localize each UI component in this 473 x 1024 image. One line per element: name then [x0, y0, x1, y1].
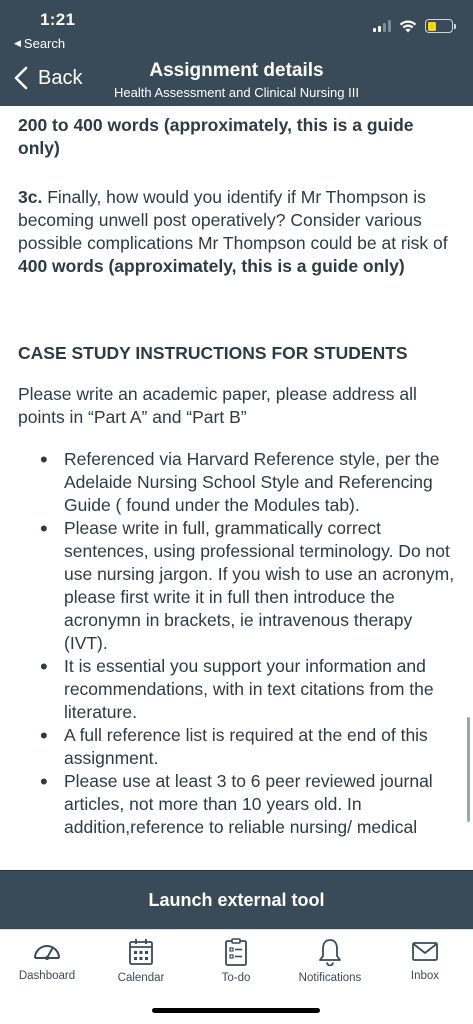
home-indicator[interactable] — [152, 1008, 320, 1013]
calendar-icon — [128, 938, 154, 966]
assignment-content[interactable] — [0, 106, 473, 870]
wifi-icon — [399, 20, 417, 33]
list-item: • A full reference list is required at the end of this assignment. — [18, 724, 455, 770]
tab-notifications[interactable]: Notifications — [285, 938, 375, 984]
bell-icon — [317, 938, 343, 966]
paragraph-word-count: 200 to 400 words (approximately, this is a guide only) — [18, 115, 414, 158]
tab-inbox[interactable]: Inbox — [380, 938, 470, 982]
app-header — [0, 0, 473, 106]
tab-calendar[interactable]: Calendar — [96, 938, 186, 984]
instructions-list — [18, 448, 455, 839]
list-item: • Referenced via Harvard Reference style, per the Adelaide Nursing School Style and Referencing Guide ( found under the Modules tab). — [18, 448, 455, 517]
tab-todo[interactable]: To-do — [191, 938, 281, 984]
list-item: • Please use at least 3 to 6 peer reviewed journal articles, not more than 10 years old. In addition,reference to reliable nursing/ medical — [18, 770, 455, 839]
inbox-icon — [411, 938, 439, 964]
back-label: Back — [38, 66, 83, 89]
course-subtitle: Health Assessment and Clinical Nursing III — [114, 85, 359, 100]
paragraph-question-3c: 3c. Finally, how would you identify if Mr Thompson is becoming unwell post operatively? Consider various possible complications Mr Thompson could be at risk of 400 words (approximately, this is a guide only) — [18, 187, 448, 276]
todo-icon — [224, 938, 248, 966]
cellular-signal-icon — [373, 20, 391, 32]
page-title: Assignment details — [149, 60, 324, 81]
launch-external-tool-button[interactable]: Launch external tool — [0, 870, 473, 929]
dashboard-icon — [32, 938, 62, 964]
battery-icon — [425, 19, 453, 33]
status-back-to-app[interactable] — [14, 36, 65, 51]
list-item: • It is essential you support your information and recommendations, with in text citations from the literature. — [18, 655, 455, 724]
status-back-label: Search — [23, 36, 66, 51]
instructions-intro: Please write an academic paper, please address all points in “Part A” and “Part B” — [18, 384, 417, 427]
status-time: 1:21 — [40, 10, 76, 29]
status-icons — [373, 19, 453, 33]
list-item: • Please write in full, grammatically correct sentences, using professional terminology. Do not use nursing jargon. If you wish to use an acronym, please first write it in full then introduce the acronymn in brackets, ie intravenous therapy (IVT). — [18, 517, 455, 655]
scrollbar[interactable] — [467, 717, 470, 822]
section-heading: CASE STUDY INSTRUCTIONS FOR STUDENTS — [18, 343, 408, 363]
tab-dashboard[interactable]: Dashboard — [2, 938, 92, 982]
back-triangle-icon: ◀ — [14, 38, 21, 48]
